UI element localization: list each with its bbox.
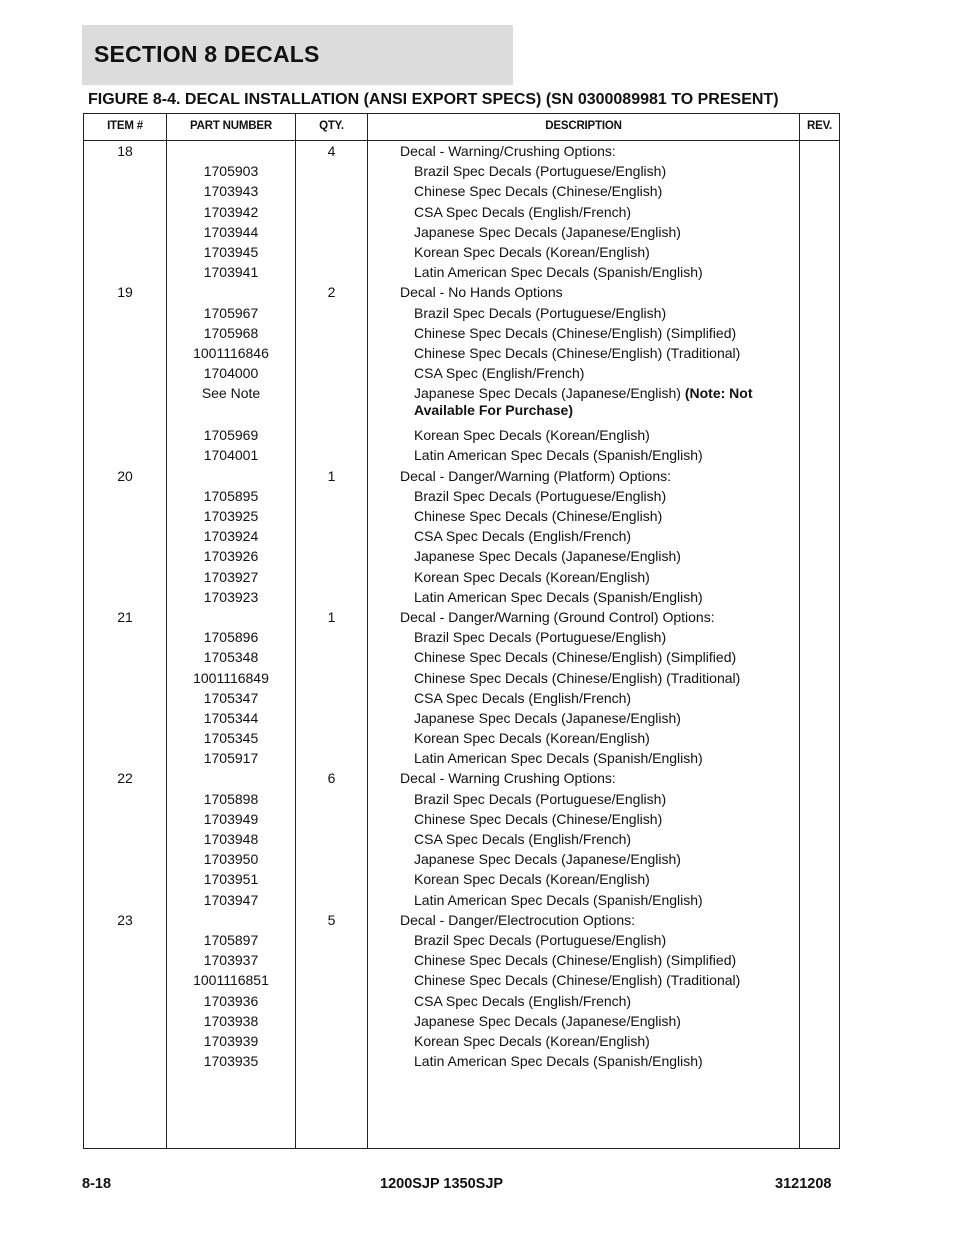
- description: [414, 647, 774, 667]
- figure-title: FIGURE 8-4. DECAL INSTALLATION (ANSI EXPORT SPECS) (SN 0300089981 TO PRESENT): [88, 91, 779, 108]
- item-number: 18: [117, 143, 133, 159]
- part-number: 1705968: [203, 324, 259, 341]
- header-part-number: PART NUMBER: [190, 120, 272, 132]
- table-row: [84, 445, 839, 465]
- part-number: 1703941: [203, 264, 259, 281]
- table-row: [84, 587, 839, 607]
- description: [414, 688, 774, 708]
- table-row: [84, 383, 839, 425]
- description: [414, 668, 774, 688]
- description-text: Chinese Spec Decals (Chinese/English): [414, 810, 663, 827]
- description-text: Latin American Spec Decals (Spanish/English): [414, 891, 703, 908]
- table-row: [84, 202, 839, 222]
- part-number: 1703945: [203, 243, 259, 260]
- table-row: [84, 950, 839, 970]
- description: [414, 363, 774, 383]
- description-text: CSA Spec Decals (English/French): [414, 528, 632, 545]
- description: [414, 526, 774, 546]
- description-text: Korean Spec Decals (Korean/English): [414, 427, 650, 444]
- header-description: DESCRIPTION: [545, 120, 622, 132]
- table-row: [84, 181, 839, 201]
- part-number: 1703923: [203, 588, 259, 605]
- description-text: Brazil Spec Decals (Portuguese/English): [414, 790, 667, 807]
- table-row: [84, 970, 839, 990]
- description: [400, 910, 780, 930]
- table-row: [84, 748, 839, 768]
- description-text: Decal - No Hands Options: [400, 284, 563, 301]
- part-number: 1703950: [203, 851, 259, 868]
- table-row: [84, 343, 839, 363]
- table-row: [84, 262, 839, 282]
- description-text: Korean Spec Decals (Korean/English): [414, 730, 650, 747]
- description: [414, 323, 774, 343]
- description: [400, 466, 780, 486]
- part-number: 1703937: [203, 952, 259, 969]
- description-text: Japanese Spec Decals (Japanese/English): [414, 709, 681, 726]
- table-row: [84, 809, 839, 829]
- description: [400, 282, 780, 302]
- table-row: [84, 526, 839, 546]
- part-number: 1001116849: [193, 669, 269, 686]
- description-text: Decal - Warning Crushing Options:: [400, 770, 616, 787]
- part-number: 1705917: [203, 750, 259, 767]
- part-number: 1705348: [203, 649, 259, 666]
- description: [414, 385, 774, 419]
- description: [414, 829, 774, 849]
- description-text: Brazil Spec Decals (Portuguese/English): [414, 487, 667, 504]
- part-number: 1703942: [203, 203, 259, 220]
- description-text: Brazil Spec Decals (Portuguese/English): [414, 931, 667, 948]
- part-number: 1703951: [203, 871, 259, 888]
- description-text: Latin American Spec Decals (Spanish/English): [414, 588, 703, 605]
- description: [414, 627, 774, 647]
- description-text: Latin American Spec Decals (Spanish/English): [414, 1053, 703, 1070]
- description-text: Chinese Spec Decals (Chinese/English) (Traditional): [414, 344, 741, 361]
- table-row: [84, 282, 839, 302]
- description: [414, 809, 774, 829]
- part-number: 1001116846: [193, 344, 269, 361]
- table-row: [84, 688, 839, 708]
- table-row: [84, 829, 839, 849]
- description-text: CSA Spec (English/French): [414, 365, 585, 382]
- description-text: Chinese Spec Decals (Chinese/English): [414, 508, 663, 524]
- description: [414, 161, 774, 181]
- table-row: [84, 991, 839, 1011]
- table-row: [84, 627, 839, 647]
- part-number: 1703927: [203, 568, 259, 585]
- part-number: 1703935: [203, 1053, 259, 1070]
- table-row: [84, 425, 839, 445]
- item-number: 22: [117, 770, 133, 787]
- availability-note: (Note: Not Available For Purchase): [414, 385, 753, 419]
- description-text: Korean Spec Decals (Korean/English): [414, 871, 650, 888]
- description: [414, 890, 774, 910]
- description: [414, 1011, 774, 1031]
- part-number: 1705347: [203, 689, 259, 706]
- quantity: 4: [327, 143, 336, 159]
- item-number: 23: [117, 911, 133, 928]
- description: [414, 242, 774, 262]
- table-row: [84, 1051, 839, 1071]
- description-text: Chinese Spec Decals (Chinese/English) (Simplified): [414, 649, 737, 666]
- part-number: 1703924: [203, 528, 259, 545]
- description: [400, 607, 780, 627]
- quantity: 1: [327, 467, 336, 484]
- description: [414, 567, 774, 587]
- quantity: 2: [327, 284, 336, 301]
- description: [414, 1051, 774, 1071]
- description: [414, 849, 774, 869]
- table-row: [84, 323, 839, 343]
- table-row: [84, 567, 839, 587]
- description-text: Brazil Spec Decals (Portuguese/English): [414, 304, 667, 321]
- part-number: 1705344: [203, 709, 259, 726]
- description-text: Chinese Spec Decals (Chinese/English) (Traditional): [414, 972, 741, 989]
- quantity: 5: [327, 911, 336, 928]
- item-number: 20: [117, 467, 133, 484]
- description-text: Decal - Danger/Warning (Platform) Options:: [400, 467, 672, 484]
- part-number: 1703949: [203, 810, 259, 827]
- description: [414, 343, 774, 363]
- description: [414, 1031, 774, 1051]
- description-text: Decal - Danger/Warning (Ground Control) Options:: [400, 608, 715, 625]
- description-text: Latin American Spec Decals (Spanish/English): [414, 264, 703, 281]
- description: [414, 262, 774, 282]
- table-header: [84, 114, 839, 141]
- description: [414, 425, 774, 445]
- part-number: 1703939: [203, 1032, 259, 1049]
- description-text: Japanese Spec Decals (Japanese/English): [414, 1012, 681, 1029]
- part-number: See Note: [201, 385, 261, 402]
- part-number: 1705967: [203, 304, 259, 321]
- part-number: 1705903: [203, 163, 259, 180]
- description: [414, 708, 774, 728]
- description-text: Decal - Danger/Electrocution Options:: [400, 911, 635, 928]
- table-body: [84, 141, 839, 1071]
- description-text: Korean Spec Decals (Korean/English): [414, 568, 650, 585]
- part-number: 1001116851: [193, 972, 269, 989]
- description: [414, 991, 774, 1011]
- table-row: [84, 728, 839, 748]
- description-text: Brazil Spec Decals (Portuguese/English): [414, 629, 667, 646]
- footer-page-number: 8-18: [82, 1176, 112, 1192]
- description-text: CSA Spec Decals (English/French): [414, 203, 632, 220]
- table-row: [84, 466, 839, 486]
- description: [414, 202, 774, 222]
- item-number: 21: [117, 608, 133, 625]
- description: [414, 445, 774, 465]
- table-row: [84, 789, 839, 809]
- description-text: Latin American Spec Decals (Spanish/English): [414, 447, 703, 464]
- description: [414, 970, 774, 990]
- part-number: 1703938: [203, 1012, 259, 1029]
- description-text: Latin American Spec Decals (Spanish/English): [414, 750, 703, 767]
- description-text: Decal - Warning/Crushing Options:: [400, 143, 616, 159]
- description: [400, 768, 780, 788]
- description: [414, 587, 774, 607]
- table-row: [84, 890, 839, 910]
- footer-doc-number: 3121208: [775, 1176, 832, 1192]
- part-number: 1704000: [203, 365, 259, 382]
- table-row: [84, 506, 839, 526]
- section-header: [82, 25, 513, 85]
- table-row: [84, 161, 839, 181]
- description: [414, 506, 774, 526]
- part-number: 1705345: [203, 730, 259, 747]
- description-text: Chinese Spec Decals (Chinese/English) (Simplified): [414, 324, 737, 341]
- table-row: [84, 303, 839, 323]
- description-text: Brazil Spec Decals (Portuguese/English): [414, 163, 667, 180]
- table-row: [84, 242, 839, 262]
- part-number: 1703944: [203, 223, 259, 240]
- description: [414, 869, 774, 889]
- description: [414, 222, 774, 242]
- table-row: [84, 141, 839, 161]
- description: [414, 748, 774, 768]
- part-number: 1705896: [203, 629, 259, 646]
- quantity: 1: [327, 608, 336, 625]
- description-text: Japanese Spec Decals (Japanese/English): [414, 223, 681, 240]
- part-number: 1705898: [203, 790, 259, 807]
- part-number: 1703925: [203, 508, 259, 524]
- description: [414, 930, 774, 950]
- part-number: 1703926: [203, 548, 259, 565]
- table-row: [84, 1031, 839, 1051]
- table-row: [84, 708, 839, 728]
- description-text: Chinese Spec Decals (Chinese/English): [414, 183, 663, 200]
- item-number: 19: [117, 284, 133, 301]
- description-text: Japanese Spec Decals (Japanese/English): [414, 548, 681, 565]
- table-row: [84, 930, 839, 950]
- part-number: 1705895: [203, 487, 259, 504]
- part-number: 1705969: [203, 427, 259, 444]
- description-text: Korean Spec Decals (Korean/English): [414, 243, 650, 260]
- description: [400, 141, 780, 161]
- description-text: Chinese Spec Decals (Chinese/English) (Traditional): [414, 669, 741, 686]
- description: [414, 546, 774, 566]
- table-row: [84, 668, 839, 688]
- table-row: [84, 607, 839, 627]
- description-text: Korean Spec Decals (Korean/English): [414, 1032, 650, 1049]
- description: [414, 789, 774, 809]
- description: [414, 486, 774, 506]
- table-row: [84, 647, 839, 667]
- header-item: ITEM #: [107, 120, 143, 132]
- description-text: CSA Spec Decals (English/French): [414, 831, 632, 847]
- part-number: 1703943: [203, 183, 259, 200]
- quantity: 6: [327, 770, 336, 787]
- header-rev: REV.: [807, 120, 832, 132]
- description-text: Japanese Spec Decals (Japanese/English): [414, 851, 681, 868]
- header-qty: QTY.: [319, 120, 344, 132]
- description-text: Japanese Spec Decals (Japanese/English): [414, 385, 685, 402]
- description: [414, 950, 774, 970]
- description: [414, 728, 774, 748]
- part-number: 1704001: [203, 447, 259, 464]
- table-row: [84, 222, 839, 242]
- footer-model: 1200SJP 1350SJP: [380, 1176, 504, 1192]
- table-row: [84, 486, 839, 506]
- description: [414, 181, 774, 201]
- part-number: 1703948: [203, 831, 259, 847]
- description-text: Chinese Spec Decals (Chinese/English) (Simplified): [414, 952, 737, 969]
- table-row: [84, 849, 839, 869]
- table-row: [84, 1011, 839, 1031]
- parts-table: [83, 113, 840, 1149]
- part-number: 1703936: [203, 992, 259, 1009]
- table-row: [84, 546, 839, 566]
- table-row: [84, 869, 839, 889]
- description: [414, 303, 774, 323]
- description-text: CSA Spec Decals (English/French): [414, 689, 632, 706]
- section-title: SECTION 8 DECALS: [94, 41, 320, 67]
- table-row: [84, 363, 839, 383]
- description-text: CSA Spec Decals (English/French): [414, 992, 632, 1009]
- table-row: [84, 768, 839, 788]
- table-row: [84, 910, 839, 930]
- part-number: 1705897: [203, 931, 259, 948]
- part-number: 1703947: [203, 891, 259, 908]
